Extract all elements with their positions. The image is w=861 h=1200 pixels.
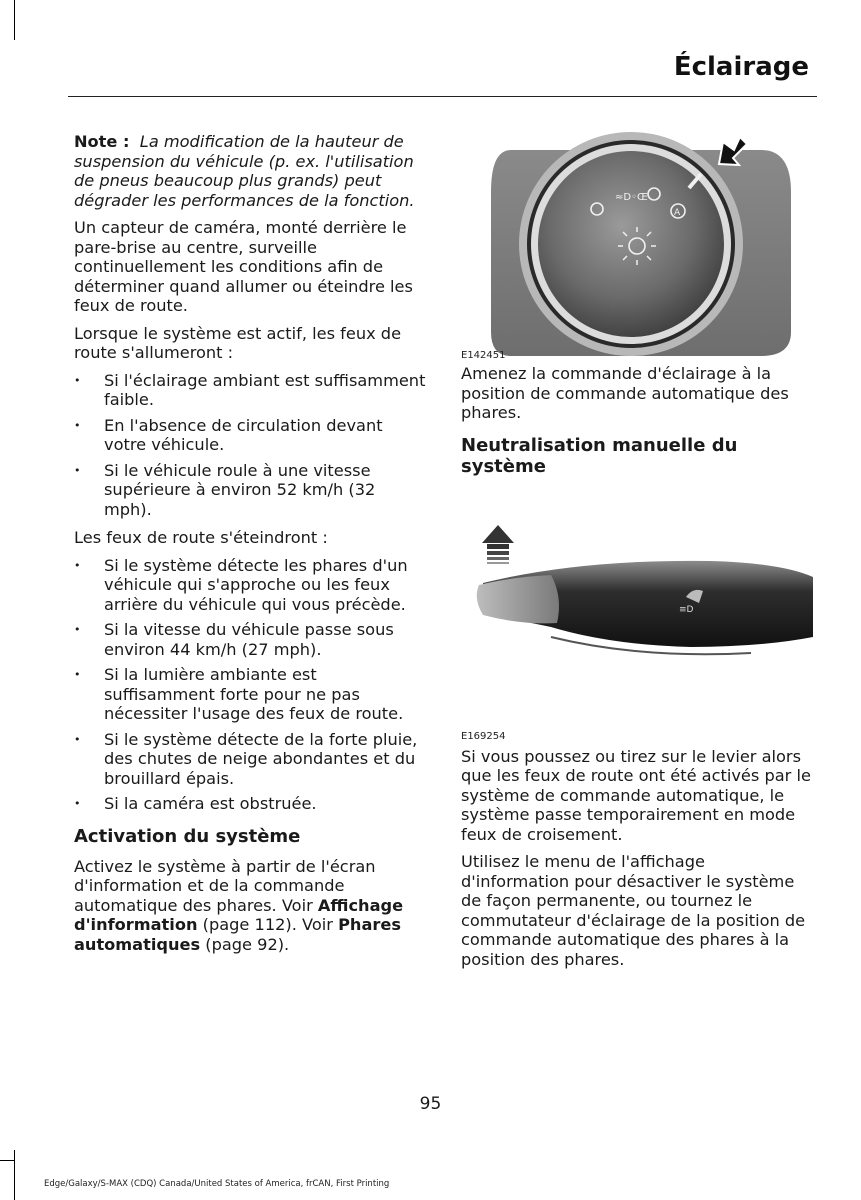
- list-item: • Si l'éclairage ambiant est suffisamment faible.: [74, 371, 426, 410]
- list-item: • Si le système détecte les phares d'un véhicule qui s'approche ou les feux arrière du véhicule qui vous précède.: [74, 556, 426, 615]
- high-beam-off-list: [74, 556, 426, 814]
- note-label: Note :: [74, 132, 130, 151]
- activation-paragraph: [74, 857, 426, 955]
- list-item: • Si la vitesse du véhicule passe sous environ 44 km/h (27 mph).: [74, 620, 426, 659]
- note-text: La modification de la hauteur de suspension du véhicule (p. ex. l'utilisation de pneus beaucoup plus grands) peut dégrader les performances de la fonction.: [74, 132, 415, 210]
- figure-light-switch: [461, 132, 813, 364]
- section-heading-activation: Activation du système: [74, 825, 301, 847]
- list-item: • Si la lumière ambiante est suffisamment forte pour ne pas nécessiter l'usage des feux de route.: [74, 665, 426, 724]
- activation-text-3: (page 92).: [200, 934, 290, 954]
- list-item: • Si le système détecte de la forte pluie, des chutes de neige abondantes et du brouillard épais.: [74, 730, 426, 789]
- activation-text-2: (page 112). Voir: [197, 915, 339, 934]
- light-switch-illustration: [461, 132, 813, 364]
- note-paragraph: [74, 132, 426, 210]
- crop-mark-top-left: [14, 0, 15, 40]
- svg-text:≡D: ≡D: [679, 604, 694, 615]
- push-pull-paragraph: Si vous poussez ou tirez sur le levier alors que les feux de route ont été activés par le système de commande automatique, le système passe temporairement en mode feux de croisement.: [461, 746, 811, 844]
- high-beam-off-intro: Les feux de route s'éteindront :: [74, 528, 328, 547]
- crop-mark-bottom-left: [14, 1150, 15, 1200]
- activation-text-1: Activez le système à partir de l'écran d'information et de la commande automatique des phares. Voir: [74, 856, 376, 915]
- svg-text:A: A: [674, 208, 681, 218]
- high-beam-on-intro: Lorsque le système est actif, les feux de route s'allumeront :: [74, 323, 402, 362]
- figure-lever: [461, 487, 813, 747]
- link-affichage-information[interactable]: Affichage d'information: [74, 895, 404, 934]
- crop-mark-bottom-left-h: [0, 1160, 14, 1161]
- camera-paragraph: Un capteur de caméra, monté derrière le pare-brise au centre, surveille continuellement les conditions afin de déterminer quand allumer ou éteindre les feux de route.: [74, 218, 413, 315]
- lever-illustration: [461, 487, 813, 747]
- printing-note: Edge/Galaxy/S-MAX (CDQ) Canada/United States of America, frCAN, First Printing: [44, 1179, 390, 1189]
- menu-paragraph: Utilisez le menu de l'affichage d'information pour désactiver le système de façon permanente, ou tournez le commutateur d'éclairage de la position de commande automatique des phares à la position des phares.: [461, 852, 806, 969]
- page-number: 95: [419, 1094, 442, 1114]
- list-item: • En l'absence de circulation devant votre véhicule.: [74, 416, 426, 455]
- page-title: Éclairage: [673, 52, 809, 82]
- high-beam-on-list: [74, 371, 426, 520]
- figure-code: E169254: [461, 730, 506, 742]
- up-arrow-icon: [482, 525, 514, 564]
- list-item: • Si la caméra est obstruée.: [74, 794, 426, 814]
- right-column: [461, 132, 813, 977]
- section-heading-override: Neutralisation manuelle du système: [461, 434, 738, 477]
- header-rule: [68, 96, 817, 97]
- link-phares-automatiques[interactable]: Phares automatiques: [74, 915, 401, 954]
- figure-code: E142451: [461, 350, 506, 361]
- move-switch-paragraph: Amenez la commande d'éclairage à la position de commande automatique des phares.: [461, 364, 789, 422]
- left-column: [74, 132, 426, 962]
- list-item: • Si le véhicule roule à une vitesse supérieure à environ 52 km/h (32 mph).: [74, 461, 426, 520]
- svg-text:≈D◦Œ: ≈D◦Œ: [615, 192, 648, 203]
